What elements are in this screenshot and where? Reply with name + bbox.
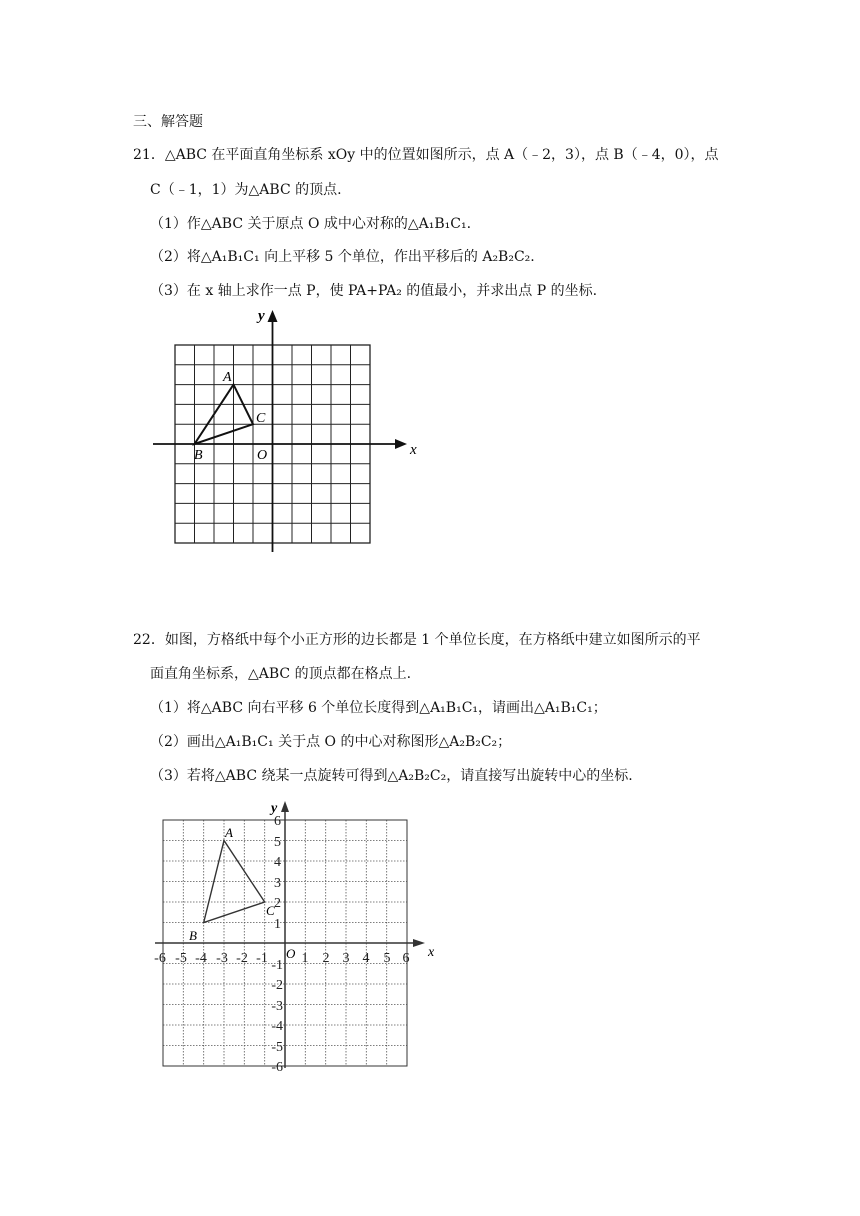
q22-x-tick: 4 <box>362 951 370 966</box>
q21-triangle-abc <box>195 385 254 444</box>
q22-x-tick: 1 <box>301 951 309 966</box>
q22-part2: （2）画出△A₁B₁C₁ 关于点 O 的中心对称图形△A₂B₂C₂； <box>150 734 512 750</box>
q22-y-tick: 6 <box>274 814 281 829</box>
q22-x-tick: -4 <box>195 951 207 966</box>
q21-axes <box>153 314 403 552</box>
q22-y-tick: -4 <box>271 1019 283 1034</box>
q22-y-tick: -6 <box>271 1060 283 1073</box>
q22-y-tick: 3 <box>274 876 281 891</box>
q21-part2: （2）将△A₁B₁C₁ 向上平移 5 个单位，作出平移后的 A₂B₂C₂. <box>150 249 535 265</box>
q22-x-arrow-icon <box>413 939 425 947</box>
q22-x-tick: 2 <box>322 951 330 966</box>
q22-point-a-label: A <box>225 825 233 840</box>
q21-y-arrow-icon <box>268 310 278 322</box>
q22-y-tick: -5 <box>271 1040 283 1055</box>
q22-y-tick: 1 <box>274 917 281 932</box>
q21-y-axis-label: y <box>258 308 265 324</box>
q22-point-b-label: B <box>189 928 197 943</box>
q21-origin-label: O <box>257 448 268 463</box>
q21-point-b-label: B <box>194 448 203 463</box>
q22-y-tick: -2 <box>271 978 283 993</box>
q22-x-tick: 6 <box>402 951 410 966</box>
q21-stem-line1: 21．△ABC 在平面直角坐标系 xOy 中的位置如图所示，点 A（﹣2，3），点 B（﹣4，0），点 <box>133 147 719 163</box>
q22-x-tick: -1 <box>256 951 268 966</box>
q22-y-tick: 4 <box>274 855 281 870</box>
q21-stem-line2: C（﹣1，1）为△ABC 的顶点. <box>150 182 342 198</box>
q21-x-axis-label: x <box>410 442 417 458</box>
q22-y-tick: 2 <box>274 896 281 911</box>
q22-x-axis-label: x <box>428 945 435 960</box>
q21-coordinate-figure <box>145 300 435 560</box>
q22-x-tick: -5 <box>175 951 187 966</box>
q22-y-arrow-icon <box>281 801 289 812</box>
q22-y-tick: -3 <box>271 999 283 1014</box>
q22-triangle-abc <box>204 841 265 923</box>
q21-x-arrow-icon <box>395 439 407 449</box>
q22-x-tick: -2 <box>236 951 248 966</box>
q22-y-tick: -1 <box>271 958 283 973</box>
q22-x-tick: 5 <box>383 951 391 966</box>
q22-point-c-label: C <box>266 903 275 918</box>
q21-part3: （3）在 x 轴上求作一点 P，使 PA+PA₂ 的值最小，并求出点 P 的坐标. <box>150 283 598 299</box>
q22-x-tick: -6 <box>154 951 166 966</box>
q22-stem-line1: 22．如图，方格纸中每个小正方形的边长都是 1 个单位长度，在方格纸中建立如图所示的平 <box>133 632 701 648</box>
q22-coordinate-figure <box>145 798 445 1073</box>
q22-y-tick: 5 <box>274 835 281 850</box>
q21-point-c-label: C <box>256 411 266 426</box>
q22-part3: （3）若将△ABC 绕某一点旋转可得到△A₂B₂C₂，请直接写出旋转中心的坐标. <box>150 768 633 784</box>
section-title: 三、解答题 <box>133 114 203 130</box>
q21-point-a-label: A <box>223 370 232 385</box>
q21-part1: （1）作△ABC 关于原点 O 成中心对称的△A₁B₁C₁. <box>150 216 472 232</box>
q22-y-axis-label: y <box>271 801 278 816</box>
q22-origin-label: O <box>286 946 296 961</box>
q22-x-tick: 3 <box>342 951 350 966</box>
q22-stem-line2: 面直角坐标系，△ABC 的顶点都在格点上. <box>150 666 412 682</box>
q22-part1: （1）将△ABC 向右平移 6 个单位长度得到△A₁B₁C₁，请画出△A₁B₁C₁； <box>150 700 607 716</box>
q22-x-tick: -3 <box>216 951 228 966</box>
